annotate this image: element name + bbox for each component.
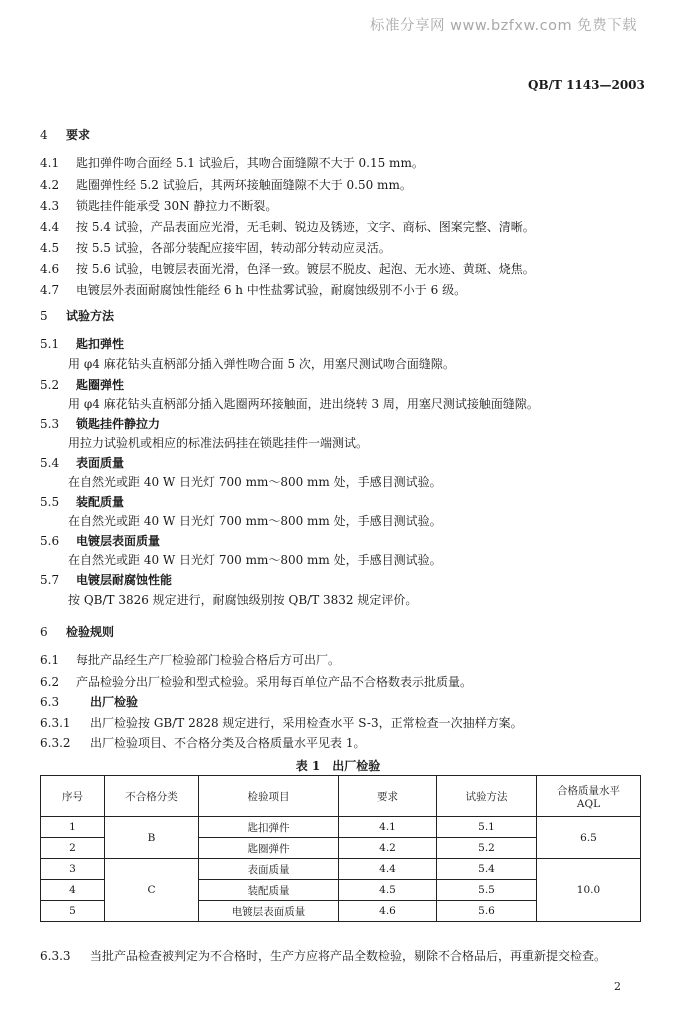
cell-requirement: 4.2 [339,838,437,859]
clause-text: 电镀层外表面耐腐蚀性能经 6 h 中性盐雾试验，耐腐蚀级别不小于 6 级。 [76,283,467,297]
cell-requirement: 4.4 [339,859,437,880]
clause-number: 4.6 [40,262,60,276]
cell-method: 5.5 [437,880,537,901]
clause-text: 按 5.4 试验，产品表面应光滑，无毛刺、锐边及锈迹，文字、商标、图案完整、清晰。 [76,220,535,234]
cell-aql: 6.5 [537,817,641,859]
clause-number: 6.2 [40,675,60,689]
clause-5-7-body: 按 QB/T 3826 规定进行，耐腐蚀级别按 QB/T 3832 规定评价。 [68,593,418,607]
table-header-row [41,776,641,817]
clause-number: 5.1 [40,337,60,351]
header-requirement: 要求 [339,776,437,817]
cell-no: 2 [41,838,105,859]
clause-5-5-body: 在自然光或距 40 W 日光灯 700 mm～800 mm 处，手感目测试验。 [68,514,442,528]
clause-5-1-body: 用 φ4 麻花钻头直柄部分插入弹性吻合面 5 次，用塞尺测试吻合面缝隙。 [68,357,455,371]
clause-number: 5.4 [40,456,60,470]
clause-text: 匙扣弹件吻合面经 5.1 试验后，其吻合面缝隙不大于 0.15 mm。 [76,156,424,170]
header-aql-line2: AQL [576,797,601,810]
cell-item: 装配质量 [199,880,339,901]
header-no: 序号 [41,776,105,817]
clause-number: 5.5 [40,495,60,509]
clause-number: 4.1 [40,156,60,170]
clause-text: 按 5.5 试验，各部分装配应接牢固，转动部分转动应灵活。 [76,241,391,255]
clause-number: 6.3 [40,695,60,709]
clause-number: 4.3 [40,199,60,213]
clause-text: 产品检验分出厂检验和型式检验。采用每百单位产品不合格数表示批质量。 [76,675,473,689]
clause-5-4-body: 在自然光或距 40 W 日光灯 700 mm～800 mm 处，手感目测试验。 [68,475,442,489]
clause-text: 出厂检验按 GB/T 2828 规定进行，采用检查水平 S-3，正常检查一次抽样方案。 [90,716,523,730]
clause-title: 匙扣弹性 [76,337,125,351]
header-aql-line1: 合格质量水平 [557,784,620,797]
clause-5-6-body: 在自然光或距 40 W 日光灯 700 mm～800 mm 处，手感目测试验。 [68,553,442,567]
clause-title: 出厂检验 [90,695,139,709]
cell-method: 5.2 [437,838,537,859]
clause-number: 5.3 [40,417,60,431]
section-title: 检验规则 [66,625,115,639]
table-title: 表 1 出厂检验 [295,759,381,773]
cell-method: 5.4 [437,859,537,880]
table-row [41,817,641,838]
inspection-table [40,775,641,922]
cell-aql: 10.0 [537,859,641,922]
cell-method: 5.6 [437,901,537,922]
page-number: 2 [614,980,621,993]
clause-title: 锁匙挂件静拉力 [76,417,161,431]
header-item: 检验项目 [199,776,339,817]
header-class: 不合格分类 [105,776,199,817]
clause-text: 每批产品经生产厂检验部门检验合格后方可出厂。 [76,653,341,667]
header-aql [537,776,641,817]
clause-text: 匙圈弹性经 5.2 试验后，其两环接触面缝隙不大于 0.50 mm。 [76,178,412,192]
section-number: 5 [40,309,48,323]
cell-requirement: 4.1 [339,817,437,838]
clause-text: 按 5.6 试验，电镀层表面光滑，色泽一致。镀层不脱皮、起泡、无水迹、黄斑、烧焦。 [76,262,535,276]
clause-title: 装配质量 [76,495,125,509]
cell-no: 1 [41,817,105,838]
clause-text: 当批产品检查被判定为不合格时，生产方应将产品全数检验，剔除不合格品后，再重新提交检查。 [90,949,607,963]
clause-number: 5.2 [40,378,60,392]
clause-number: 4.5 [40,241,60,255]
cell-method: 5.1 [437,817,537,838]
clause-number: 4.4 [40,220,60,234]
cell-item: 匙扣弹件 [199,817,339,838]
cell-requirement: 4.5 [339,880,437,901]
cell-no: 3 [41,859,105,880]
clause-text: 出厂检验项目、不合格分类及合格质量水平见表 1。 [90,736,366,750]
clause-number: 5.6 [40,534,60,548]
document-number: QB/T 1143—2003 [528,78,645,92]
clause-5-2-body: 用 φ4 麻花钻头直柄部分插入匙圈两环接触面，进出绕转 3 周，用塞尺测试接触面缝隙。 [68,397,539,411]
clause-5-3-body: 用拉力试验机或相应的标准法码挂在锁匙挂件一端测试。 [68,436,369,450]
cell-item: 匙圈弹件 [199,838,339,859]
cell-class: B [105,817,199,859]
section-number: 4 [40,128,48,142]
section-title: 试验方法 [66,309,115,323]
clause-number: 5.7 [40,573,60,587]
clause-title: 电镀层表面质量 [76,534,161,548]
clause-number: 4.7 [40,283,60,297]
clause-number: 4.2 [40,178,60,192]
clause-title: 表面质量 [76,456,125,470]
clause-title: 电镀层耐腐蚀性能 [76,573,173,587]
watermark: 标准分享网 www.bzfxw.com 免费下载 [370,18,638,34]
cell-no: 4 [41,880,105,901]
cell-class: C [105,859,199,922]
clause-number: 6.1 [40,653,60,667]
cell-requirement: 4.6 [339,901,437,922]
table-row [41,859,641,880]
section-number: 6 [40,625,48,639]
clause-title: 匙圈弹性 [76,378,125,392]
clause-number: 6.3.3 [40,949,71,963]
cell-item: 表面质量 [199,859,339,880]
cell-item: 电镀层表面质量 [199,901,339,922]
clause-number: 6.3.1 [40,716,71,730]
header-method: 试验方法 [437,776,537,817]
clause-text: 锁匙挂件能承受 30N 静拉力不断裂。 [76,199,278,213]
clause-number: 6.3.2 [40,736,71,750]
section-title: 要求 [66,128,91,142]
cell-no: 5 [41,901,105,922]
